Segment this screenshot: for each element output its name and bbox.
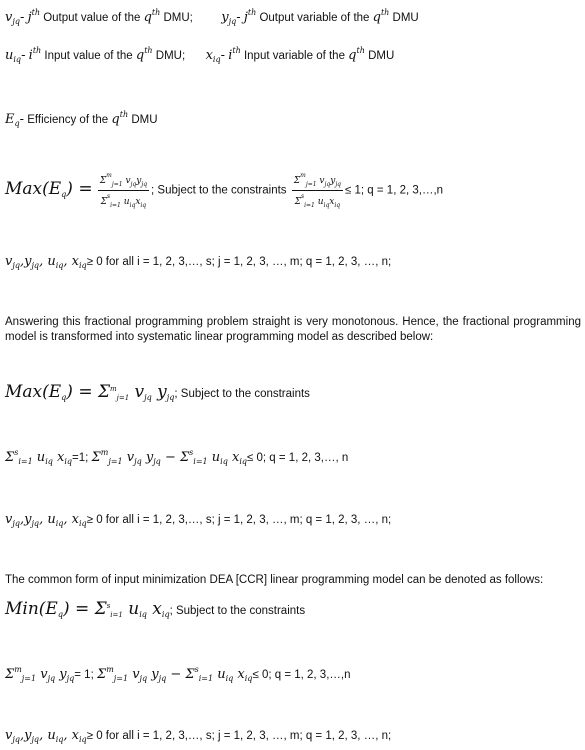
symbol-v-jq: $v_{jq}$	[5, 10, 20, 26]
y-dmu: DMU	[392, 12, 419, 24]
cond1-text: ≥ 0 for all i = 1, 2, 3,…, s; j = 1, 2, 3, …, m; q = 1, 2, 3, …, n;	[86, 256, 392, 268]
definition-v-y: $v_{jq}-$ $j^{th}$ Output value of the $q^{th}$ DMU; $y_{jq}-$ $j^{th}$ Output variable of the $q^{th}$ DMU	[5, 8, 419, 26]
symbol-u-iq: $u_{iq}$	[5, 48, 22, 64]
u-description: Input value of the	[44, 50, 133, 62]
eq3-part2: $\Sigma^m_{j=1}$ $v_{jq}$ $y_{jq} - \Sigma^s_{i=1}$ $u_{iq}$ $x_{iq}$	[91, 448, 247, 466]
symbol-x-iq: $x_{iq}$	[205, 48, 221, 64]
equation-linear-min	[5, 599, 305, 619]
u-dmu: DMU;	[155, 50, 186, 62]
v-dmu: DMU;	[163, 12, 193, 24]
eq1-subject: ; Subject to the constraints	[151, 184, 287, 197]
x-description: Input variable of the	[243, 50, 345, 62]
e-description: Efficiency of the	[27, 114, 109, 126]
eq5-tail: ≤ 0; q = 1, 2, 3,…,n	[252, 669, 351, 681]
eq1-tail: ≤ 1; q = 1, 2, 3,…,n	[345, 184, 444, 197]
cond3-text: ≥ 0 for all i = 1, 2, 3,…, s; j = 1, 2, 3, …, m; q = 1, 2, 3, …, n;	[86, 730, 392, 742]
eq1-fraction-constraint: $\frac{\Sigma^m_{j=1} v_{jq}y_{jq}}{\Sigma^s_{i=1} u_{iq}x_{iq}}$	[293, 172, 342, 209]
equation-linear-max	[5, 382, 310, 402]
cond2-text: ≥ 0 for all i = 1, 2, 3,…, s; j = 1, 2, 3, …, m; q = 1, 2, 3, …, n;	[86, 514, 392, 526]
symbol-y-jq: $y_{jq}$	[221, 10, 237, 26]
equation-min-constraints	[5, 665, 351, 683]
eq1-fraction: $\frac{\Sigma^m_{j=1} v_{jq}y_{jq}}{\Sigma^s_{i=1} u_{iq}x_{iq}}$	[99, 172, 148, 209]
eq2-formula: $Max(E_q) = \Sigma^m_{j=1}$ $v_{jq}$ $y_{jq}$	[5, 382, 175, 402]
eq5-eq: = 1;	[74, 669, 94, 681]
equation-linear-constraints	[5, 448, 348, 466]
eq5-part1: $\Sigma^m_{j=1}$ $v_{jq}$ $y_{jq}$	[5, 665, 75, 683]
definition-e: $E_q-$ Efficiency of the $q^{th}$ DMU	[5, 110, 158, 128]
condition-1	[5, 254, 391, 270]
condition-2	[5, 512, 391, 528]
eq3-part1: $\Sigma^s_{i=1}$ $u_{iq}$ $x_{iq}$	[5, 448, 73, 466]
e-dmu: DMU	[131, 114, 158, 126]
condition-3	[5, 728, 391, 744]
paragraph-2: The common form of input minimization DEA [CCR] linear programming model can be denoted as follows:	[5, 574, 544, 586]
eq3-tail: ≤ 0; q = 1, 2, 3,…, n	[247, 452, 349, 464]
eq5-part2: $\Sigma^m_{j=1}$ $v_{jq}$ $y_{jq} - \Sigma^s_{i=1}$ $u_{iq}$ $x_{iq}$	[96, 665, 253, 683]
eq2-subject: ; Subject to the constraints	[174, 388, 310, 400]
symbol-j-th: $j^{th}$	[27, 8, 40, 25]
symbol-e-q: $E_q$	[5, 112, 20, 128]
cond2-vars: $v_{jq},y_{jq}$, $u_{iq}$, $x_{iq}$	[5, 512, 87, 528]
definition-u-x: $u_{iq}-$ $i^{th}$ Input value of the $q^{th}$ DMU; $x_{iq}-$ $i^{th}$ Input variable of the $q^{th}$ DMU	[5, 46, 395, 64]
eq3-eq: =1;	[72, 452, 89, 464]
x-dmu: DMU	[368, 50, 395, 62]
eq4-formula: $Min(E_q) = \Sigma^s_{i=1}$ $u_{iq}$ $x_{iq}$	[5, 599, 170, 619]
equation-fractional	[5, 170, 443, 211]
cond1-vars: $v_{jq},y_{jq}$, $u_{iq}$, $x_{iq}$	[5, 254, 87, 270]
v-description: Output value of the	[43, 12, 141, 24]
paragraph-1: Answering this fractional programming problem straight is very monotonous. Hence, the fractional programming model is transformed into systematic linear programming model as described below:	[5, 316, 581, 343]
cond3-vars: $v_{jq},y_{jq}$, $u_{iq}$, $x_{iq}$	[5, 728, 87, 744]
eq4-subject: ; Subject to the constraints	[169, 605, 306, 617]
y-description: Output variable of the	[259, 12, 370, 24]
eq1-lhs: $Max(E_q)$ =	[5, 178, 93, 199]
